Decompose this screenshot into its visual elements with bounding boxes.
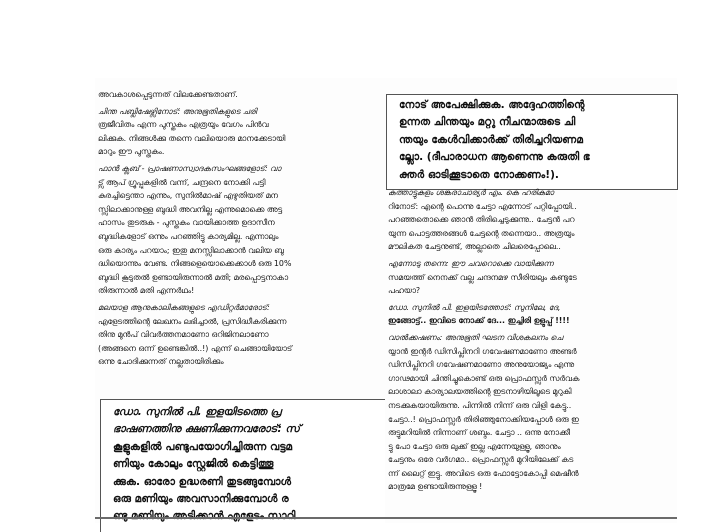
text-line: വാൽക്കഷണം: അനുഭൂതി ഘടന വിശകലനം ചെ	[388, 332, 563, 342]
text-line: അവകാശപ്പെടുന്നത് വിലക്കേണ്ടതാണ്.	[98, 90, 238, 99]
text-line: ചേട്ടാ..! പ്രൊഫസ്സർ തിരിഞ്ഞുനോക്കിയപ്പോൾ ഒരു ഇ	[388, 414, 579, 424]
left-paragraph-3	[98, 162, 381, 298]
left-column	[98, 88, 381, 372]
text-line: ട്ടു പോ ചേട്ടാ ഒരു ലുക്ക് ഇല്ല എന്നേയുള്ളൂ, ഞാനും	[388, 441, 561, 451]
left-paragraph-4	[98, 301, 381, 369]
right-paragraph-3	[388, 301, 680, 328]
text-line: ബുദ്ധി കൂടുതൽ ഉണ്ടായിരുന്നാൽ മതി; മരപ്പൊട്ടനാകാ	[98, 272, 289, 282]
text-line: സമയത്ത് നെനക്ക് വല്ല ചന്ദനമഴ സീരിയലും കണ്ടുടേ	[388, 272, 577, 282]
text-line: ലിക്കുക. നിങ്ങൾക്കു തന്നെ വലിയൊരു മാനക്കേടായി	[98, 133, 286, 143]
text-line: മലയാള ആനുകാലികങ്ങളുടെ എഡിറ്റർമാരോട്:	[98, 302, 270, 312]
pullquote-line: ന്തയും കേൾവിക്കാർക്ക് തിരിച്ചറിയണമ	[399, 133, 584, 146]
text-line: പറഞ്ഞതൊക്കെ ഞാൻ തിരിച്ചെടുക്കുന്നു.. ചേട്ടൻ പറ	[388, 215, 575, 225]
text-line: എന്നോടു തന്നെ: ഈ ചവറൊക്കെ വായിക്കുന്ന	[388, 258, 554, 268]
text-line: ഡോ. സുനിൽ പി. ഇളയിടത്തോട്: സുനിലേ, ദേ,	[388, 302, 561, 312]
text-line: ലാശാലാ കാര്യാലയത്തിന്റെ ഇടനാഴിയിലൂടെ മുറുകി	[388, 387, 572, 397]
text-line: മൗലികത ചേട്ടനുണ്ട്, അല്ലാതെ ചിലരെപ്പോലെ..	[388, 242, 561, 252]
text-line: മാത്രമേ ഉണ്ടായിരുന്നുള്ളൂ !	[388, 482, 483, 492]
pullquote-line: നോട് അപേക്ഷിക്കുക. അദ്ദേഹത്തിന്റെ	[399, 99, 585, 111]
text-line: ഒന്നു ചോദിക്കുന്നത് നല്ലതായിരിക്കും	[98, 357, 224, 367]
text-line: തിരുന്നാൽ മതി എന്നർഥം!	[98, 286, 195, 296]
left-paragraph-2	[98, 105, 381, 159]
text-line: ചിന്ത പബ്ലിഷേഴ്സിനോട്: അനുഭൂതികളുടെ ചരി	[98, 106, 257, 116]
left-paragraph-1	[98, 88, 381, 102]
pullquote-line: ഡോ. സുനിൽ പി. ഇളയിടത്തെ പ്ര	[113, 406, 282, 418]
text-line: ഹാസം തുടരുക - പുസ്തകം വായിക്കാത്ത ഉദാസീന	[98, 218, 275, 228]
text-line: ഒരു കാര്യം പറയാം; ഇതു മനസ്സിലാക്കാൻ വലിയ ബു	[98, 245, 284, 255]
text-line: ഗാഢമായി ചിന്തിച്ചുകൊണ്ട് ഒരു പ്രൊഫസ്സർ സർവക	[388, 373, 580, 383]
pullquote-line: കൂളുകളിൽ പണ്ടുപയോഗിച്ചിരുന്ന വട്ടമ	[113, 440, 293, 453]
text-line: കുരച്ചിട്ടെന്താ എന്നും, സുനിൽമാഷ് എഴുതിയത് മന	[98, 191, 278, 201]
text-line: രുട്ടുമറിയിൽ നിന്നാണ് ശബ്ദം. ചേട്ടാ .. ഒന്നു നോക്കീ	[388, 428, 571, 438]
text-line: ദ്ധിയൊന്നും വേണ്ട. നിങ്ങളെയൊക്കെക്കാൾ ഒരു 10%	[98, 259, 292, 269]
pullquote-line: ല്ലോ. (ദീപാരാധന ആണെന്നു കരുതി ഭ	[399, 151, 590, 164]
pullquote-line: ഭാഷണത്തിനു ക്ഷണിക്കുന്നവരോട്: സ്	[113, 423, 300, 436]
text-line: യ്യാൻ ഇന്റർ ഡിസിപ്ലിനറി ഗവേഷണമാണോ അണ്ടർ	[388, 346, 577, 356]
top-margin	[0, 0, 720, 60]
right-paragraph-2	[388, 257, 680, 298]
text-line: ചേട്ടനും ഒരേ വർഗമാ.. പ്രൊഫസ്സർ മുറിയിലേക്ക് കട	[388, 455, 574, 465]
text-line: എളേടത്തിന്റെ ലേഖനം ലഭിച്ചാൽ, പ്രസിദ്ധീകരിക്കുന്ന	[98, 316, 287, 326]
text-line: യുന്ന പൊട്ടത്തരങ്ങൾ ചേട്ടന്റെ തന്നെയാ.. അത്രയും	[388, 228, 575, 238]
text-line: ഫാൻ ക്ലബ് - പ്രാഷണാസ്വാദകസംഘങ്ങളോട്: വാ	[98, 163, 281, 173]
text-line: ത്രജീവിതം എന്ന പുസ്തകം എത്രയും വേഗം പിൻവ	[98, 120, 269, 130]
text-line: ഇങ്ങോട്ട്.. ഇവിടെ നോക്ക് ദേ... ഇച്ചിരി ഉളുപ്പ് !!!!	[388, 316, 570, 326]
left-pullquote-box	[100, 399, 385, 532]
pullquote-line: ഉന്നത ചിന്തയും മറ്റു നീചന്മാരുടെ ചി	[399, 116, 576, 129]
right-paragraph-1	[388, 186, 680, 254]
text-line: കുത്താട്ടുകുളം ശങ്കരാചാര്യർ എം. കെ ഹരികുമാ	[388, 188, 554, 197]
pullquote-line: ണിയും കോലും സ്റ്റേജിൽ കെട്ടിത്തൂ	[113, 458, 274, 471]
pullquote-line: ക്തർ ഓടിക്കൂടാതെ നോക്കണം!).	[399, 168, 559, 181]
text-line: (അങ്ങനെ ഒന്ന് ഉണ്ടെങ്കിൽ..!) എന്ന് ചെങ്ങായിയോട്	[98, 343, 293, 353]
text-line: ഡിസിപ്ലിനറി ഗവേഷണമാണോ അനുയോജ്യം എന്നു	[388, 360, 575, 370]
right-column	[388, 186, 680, 497]
text-line: ബുദ്ധികളോട് ഒന്നും പറഞ്ഞിട്ടു കാര്യമില്ല. എന്നാലും	[98, 231, 279, 241]
text-line: പഹയാ?	[388, 286, 421, 296]
text-line: റിനോട്: എന്റെ പൊന്നു ചേട്ടാ എന്നോട് പറ്റിപ്പോയി..	[388, 201, 577, 211]
text-line: ന്ന് ലൈറ്റ് ഇട്ടു. അവിടെ ഒരു ഫോട്ടോകോപ്പി മെഷീൻ	[388, 468, 579, 478]
text-line: തിനു മുൻപ് വിവർത്തനമാണോ ഒറിജിനലാണോ	[98, 330, 269, 340]
pullquote-line: ഒരു മണിയും അവസാനിക്കുമ്പോൾ ര	[113, 493, 289, 506]
text-line: മാറും ഈ പുസ്തകം.	[98, 147, 165, 157]
text-line: ട്സ് ആപ് ഗ്രൂപ്പുകളിൽ വന്ന്, ചന്ദ്രനെ നോക്കി പട്ടി	[98, 177, 266, 187]
bottom-rule	[95, 517, 677, 519]
pullquote-line: ക്കുക. ഓരോ ഉദ്ധരണി തുടങ്ങുമ്പോൾ	[113, 475, 292, 488]
text-line: നടക്കുകയായിരുന്നു. പിന്നിൽ നിന്ന് ഒരു വിളി കേട്ടു..	[388, 400, 572, 410]
right-paragraph-4	[388, 331, 680, 494]
right-pullquote-box	[386, 94, 678, 190]
text-line: സ്സിലാക്കാനുള്ള ബുദ്ധി അവനില്ല എന്നുമൊക്കെ അട്ട	[98, 204, 283, 214]
